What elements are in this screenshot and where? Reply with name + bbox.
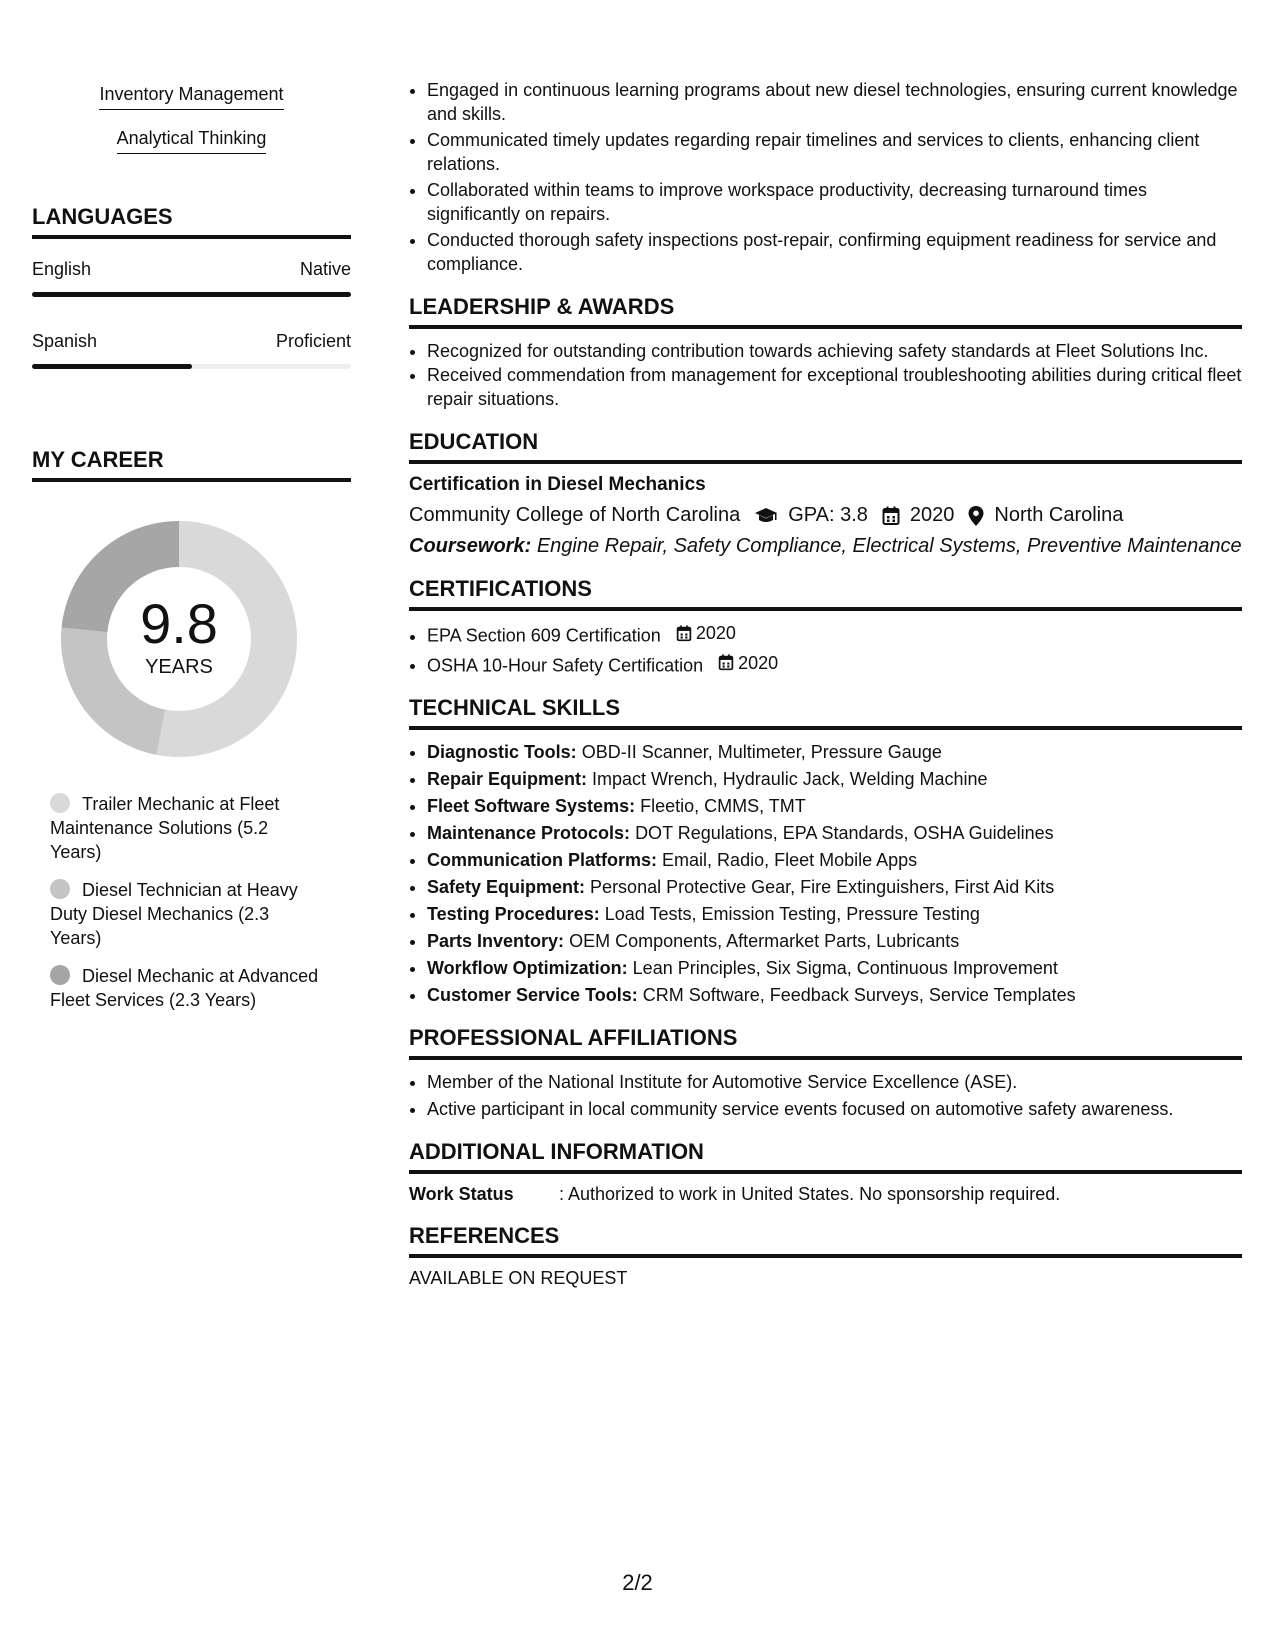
career-legend-label: Diesel Technician at Heavy Duty Diesel Mechanics (2.3 Years) <box>50 880 298 948</box>
affiliations-list <box>409 1070 1242 1121</box>
right-column <box>409 78 1242 1289</box>
leadership-heading: LEADERSHIP & AWARDS <box>409 294 1242 329</box>
education-details <box>409 504 1242 527</box>
language-level-bar <box>32 364 351 369</box>
skill-label: Safety Equipment: <box>427 877 586 897</box>
skill-label: Communication Platforms: <box>427 850 658 870</box>
coursework-label: Coursework: <box>409 535 532 557</box>
technical-skill-item <box>427 821 1242 845</box>
skill-label: Maintenance Protocols: <box>427 823 631 843</box>
language-row <box>32 259 351 297</box>
language-name: English <box>32 259 92 279</box>
languages-section <box>32 204 351 369</box>
references-heading: REFERENCES <box>409 1223 1242 1258</box>
page-number: 2/2 <box>622 1570 653 1595</box>
skill-label: Customer Service Tools: <box>427 985 638 1005</box>
language-level-fill <box>32 292 351 297</box>
career-donut-chart <box>54 514 304 764</box>
skill-value: Load Tests, Emission Testing, Pressure Testing <box>604 904 980 924</box>
skill-label: Testing Procedures: <box>427 904 600 924</box>
certifications-heading: CERTIFICATIONS <box>409 576 1242 611</box>
education-gpa: GPA: 3.8 <box>788 504 868 526</box>
calendar-icon <box>882 506 900 526</box>
leadership-item: • Received commendation from management for exceptional troubleshooting abilities during critical fleet repair situations. <box>427 363 1242 411</box>
skill-value: Lean Principles, Six Sigma, Continuous Improvement <box>632 958 1058 978</box>
calendar-icon <box>718 654 734 671</box>
skill-label: Repair Equipment: <box>427 769 588 789</box>
language-level: Native <box>299 259 351 279</box>
skill-value: Email, Radio, Fleet Mobile Apps <box>662 850 918 870</box>
career-legend-item <box>50 792 320 864</box>
legend-dot-icon <box>50 793 70 813</box>
experience-bullet: • Collaborated within teams to improve workspace productivity, decreasing turnaround times significantly on repairs. <box>427 178 1242 226</box>
technical-skill-item <box>427 848 1242 872</box>
affiliation-item: • Active participant in local community service events focused on automotive safety awareness. <box>427 1097 1242 1121</box>
certification-name: EPA Section 609 Certification <box>427 625 661 646</box>
career-legend <box>50 792 320 1012</box>
affiliation-item: • Member of the National Institute for Automotive Service Excellence (ASE). <box>427 1070 1242 1094</box>
certification-item <box>427 621 1242 648</box>
skill-value: CRM Software, Feedback Surveys, Service Templates <box>642 985 1076 1005</box>
career-legend-label: Diesel Mechanic at Advanced Fleet Services (2.3 Years) <box>50 966 319 1010</box>
skill-value: OBD-II Scanner, Multimeter, Pressure Gauge <box>581 742 942 762</box>
skill-label: Fleet Software Systems: <box>427 796 636 816</box>
technical-skill-item <box>427 902 1242 926</box>
leadership-list <box>409 339 1242 411</box>
skill-label: Diagnostic Tools: <box>427 742 577 762</box>
work-status-row <box>409 1184 1242 1205</box>
experience-bullets <box>409 78 1242 276</box>
calendar-icon <box>676 625 692 642</box>
skill-value: Impact Wrench, Hydraulic Jack, Welding Machine <box>592 769 988 789</box>
career-total-unit: YEARS <box>145 656 213 678</box>
left-column <box>32 84 351 1026</box>
legend-dot-icon <box>50 879 70 899</box>
technical-skill-item <box>427 794 1242 818</box>
certification-year: 2020 <box>695 623 736 643</box>
skill-tag: Analytical Thinking <box>117 128 267 154</box>
languages-heading: LANGUAGES <box>32 204 351 239</box>
technical-skill-item <box>427 983 1242 1007</box>
technical-skills-heading: TECHNICAL SKILLS <box>409 695 1242 730</box>
skill-tag: Inventory Management <box>99 84 283 110</box>
education-degree: Certification in Diesel Mechanics <box>409 474 706 495</box>
career-legend-label: Trailer Mechanic at Fleet Maintenance Solutions (5.2 Years) <box>50 794 280 862</box>
technical-skill-item <box>427 767 1242 791</box>
skill-label: Workflow Optimization: <box>427 958 628 978</box>
career-section <box>32 447 351 1012</box>
certifications-list <box>409 621 1242 677</box>
technical-skill-item <box>427 875 1242 899</box>
experience-bullet: • Conducted thorough safety inspections post-repair, confirming equipment readiness for service and compliance. <box>427 228 1242 276</box>
technical-skill-item <box>427 740 1242 764</box>
technical-skills-list <box>409 740 1242 1007</box>
certification-name: OSHA 10-Hour Safety Certification <box>427 655 704 675</box>
affiliations-heading: PROFESSIONAL AFFILIATIONS <box>409 1025 1242 1060</box>
legend-dot-icon <box>50 965 70 985</box>
certification-item <box>427 651 1242 678</box>
references-text: AVAILABLE ON REQUEST <box>409 1268 628 1288</box>
location-pin-icon <box>968 506 984 526</box>
education-year: 2020 <box>909 504 955 526</box>
experience-bullet: • Engaged in continuous learning programs about new diesel technologies, ensuring current knowledge and skills. <box>427 78 1242 126</box>
language-name: Spanish <box>32 331 98 351</box>
work-status-value: : Authorized to work in United States. No sponsorship required. <box>559 1184 1061 1204</box>
certification-year: 2020 <box>738 652 779 673</box>
additional-info-heading: ADDITIONAL INFORMATION <box>409 1139 1242 1174</box>
language-level-fill <box>32 364 192 369</box>
technical-skill-item <box>427 929 1242 953</box>
skill-value: OEM Components, Aftermarket Parts, Lubricants <box>569 931 960 951</box>
career-total-value: 9.8 <box>140 592 218 655</box>
coursework-value: Engine Repair, Safety Compliance, Electrical Systems, Preventive Maintenance <box>536 535 1242 557</box>
technical-skill-item <box>427 956 1242 980</box>
skill-value: Personal Protective Gear, Fire Extinguishers, First Aid Kits <box>590 877 1055 897</box>
education-location: North Carolina <box>994 504 1124 526</box>
language-level: Proficient <box>275 331 351 351</box>
career-legend-item <box>50 878 320 950</box>
experience-bullet: • Communicated timely updates regarding repair timelines and services to clients, enhancing client relations. <box>427 128 1242 176</box>
education-school: Community College of North Carolina <box>409 504 741 526</box>
work-status-label: Work Status <box>409 1184 514 1204</box>
skill-value: Fleetio, CMMS, TMT <box>640 796 806 816</box>
skill-label: Parts Inventory: <box>427 931 565 951</box>
education-heading: EDUCATION <box>409 429 1242 464</box>
career-legend-item <box>50 964 320 1012</box>
language-row <box>32 331 351 369</box>
leadership-item: • Recognized for outstanding contribution towards achieving safety standards at Fleet Solutions Inc. <box>427 339 1242 363</box>
graduation-cap-icon <box>754 507 778 525</box>
skill-tags <box>32 84 351 172</box>
career-heading: MY CAREER <box>32 447 351 482</box>
skill-value: DOT Regulations, EPA Standards, OSHA Guidelines <box>635 823 1054 843</box>
education-coursework <box>409 535 1242 558</box>
language-level-bar <box>32 292 351 297</box>
